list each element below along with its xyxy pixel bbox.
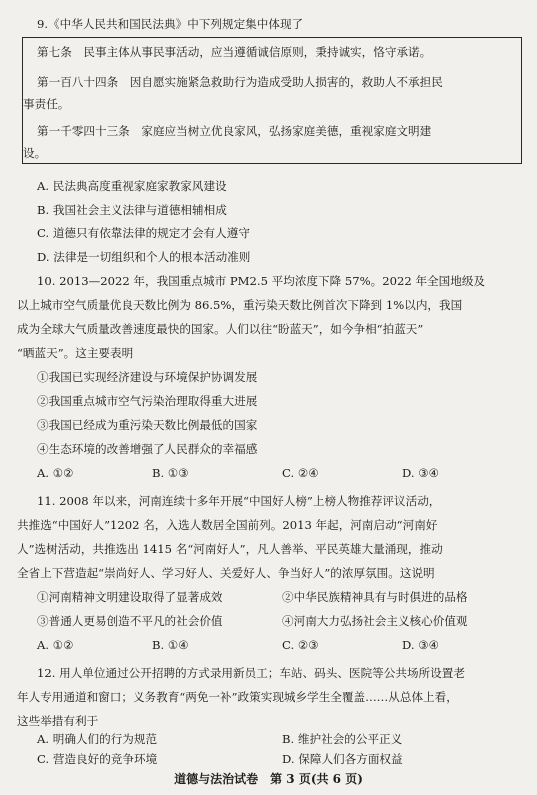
q10-stem-line: 10. 2013—2022 年，我国重点城市 PM2.5 平均浓度下降 57%。2022 年全国地级及 xyxy=(37,274,486,288)
q11-option-c: C. ②③ xyxy=(282,638,319,652)
q11-stem-line: 11. 2008 年以来，河南连续十多年开展“中国好人榜”上榜人物推荐评议活动， xyxy=(37,494,441,508)
q12-stem-line: 年人专用通道和窗口；义务教育“两免一补”政策实现城乡学生全覆盖……从总体上看， xyxy=(17,690,458,704)
q11-option-b: B. ①④ xyxy=(152,638,189,652)
q9-quote-line: 事责任。 xyxy=(23,97,70,111)
q9-option-b: B. 我国社会主义法律与道德相辅相成 xyxy=(37,203,227,217)
q10-option-b: B. ①③ xyxy=(152,466,189,480)
q11-option-a: A. ①② xyxy=(37,638,74,652)
q10-statement: ①我国已实现经济建设与环境保护协调发展 xyxy=(37,370,258,384)
q10-option-a: A. ①② xyxy=(37,466,74,480)
q9-option-a: A. 民法典高度重视家庭家教家风建设 xyxy=(37,179,227,193)
q12-option-b: B. 维护社会的公平正义 xyxy=(282,732,403,746)
q11-statement: ②中华民族精神具有与时俱进的品格 xyxy=(282,590,468,604)
q11-statement: ①河南精神文明建设取得了显著成效 xyxy=(37,590,223,604)
q9-option-c: C. 道德只有依靠法律的规定才会有人遵守 xyxy=(37,226,250,240)
q12-option-c: C. 营造良好的竞争环境 xyxy=(37,752,158,766)
q10-stem-line: “晒蓝天”。这主要表明 xyxy=(17,346,134,360)
q9-quote-line: 设。 xyxy=(23,146,47,160)
q10-option-d: D. ③④ xyxy=(402,466,440,480)
q9-quote-line: 第一千零四十三条 家庭应当树立优良家风，弘扬家庭美德，重视家庭文明建 xyxy=(37,124,432,138)
q10-stem-line: 以上城市空气质量优良天数比例为 86.5%，重污染天数比例首次下降到 1%以内，我国 xyxy=(17,298,463,312)
q10-statement: ③我国已经成为重污染天数比例最低的国家 xyxy=(37,418,258,432)
q12-option-d: D. 保障人们各方面权益 xyxy=(282,752,403,766)
q11-stem-line: 共推选“中国好人”1202 名，入选人数居全国前列。2013 年起，河南启动“河南好 xyxy=(17,518,438,532)
q11-stem-line: 人”选树活动，共推选出 1415 名“河南好人”，凡人善举、平民英雄大量涌现，推动 xyxy=(17,542,443,556)
q12-stem-line: 12. 用人单位通过公开招聘的方式录用新员工；车站、码头、医院等公共场所设置老 xyxy=(37,666,465,680)
q9-option-d: D. 法律是一切组织和个人的根本活动准则 xyxy=(37,250,251,264)
page-footer: 道德与法治试卷 第 3 页(共 6 页) xyxy=(174,772,363,786)
q9-stem: 9.《中华人民共和国民法典》中下列规定集中体现了 xyxy=(37,17,304,31)
q9-quote-line: 第七条 民事主体从事民事活动，应当遵循诚信原则，秉持诚实，恪守承诺。 xyxy=(37,45,432,59)
q10-statement: ②我国重点城市空气污染治理取得重大进展 xyxy=(37,394,258,408)
q11-statement: ④河南大力弘扬社会主义核心价值观 xyxy=(282,614,468,628)
q9-quote-line: 第一百八十四条 因自愿实施紧急救助行为造成受助人损害的，救助人不承担民 xyxy=(37,75,443,89)
q11-stem-line: 全省上下营造起“崇尚好人、学习好人、关爱好人、争当好人”的浓厚氛围。这说明 xyxy=(17,566,435,580)
q12-stem-line: 这些举措有利于 xyxy=(17,714,99,728)
q10-stem-line: 成为全球大气质量改善速度最快的国家。人们以往“盼蓝天”，如今争相“拍蓝天” xyxy=(17,322,424,336)
q11-statement: ③普通人更易创造不平凡的社会价值 xyxy=(37,614,223,628)
q10-statement: ④生态环境的改善增强了人民群众的幸福感 xyxy=(37,442,258,456)
q10-option-c: C. ②④ xyxy=(282,466,319,480)
q11-option-d: D. ③④ xyxy=(402,638,440,652)
q12-option-a: A. 明确人们的行为规范 xyxy=(37,732,158,746)
